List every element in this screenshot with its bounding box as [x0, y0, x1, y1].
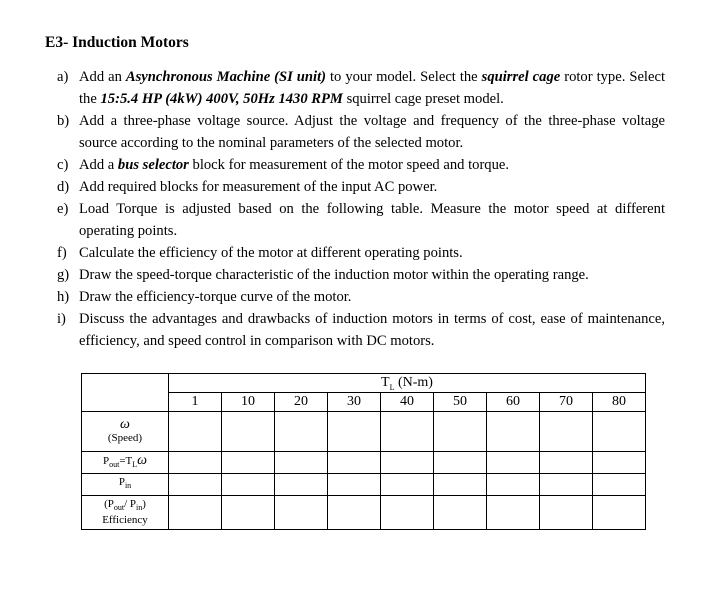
row-label — [82, 412, 169, 452]
torque-value-cell: 1 — [169, 393, 222, 412]
table-row — [82, 474, 646, 496]
instruction-item — [45, 308, 665, 352]
empty-cell — [275, 474, 328, 496]
torque-value-cell: 80 — [593, 393, 646, 412]
item-label: f) — [57, 245, 67, 261]
empty-cell — [487, 412, 540, 452]
empty-cell — [169, 474, 222, 496]
row-label-line — [82, 498, 168, 514]
subscript-text: L — [132, 460, 138, 470]
emphasis-text: Asynchronous Machine (SI unit) — [125, 69, 327, 85]
item-label: b) — [57, 113, 70, 129]
empty-cell — [222, 474, 275, 496]
torque-value-cell: 40 — [381, 393, 434, 412]
empty-cell — [381, 452, 434, 474]
empty-cell — [328, 496, 381, 530]
torque-value-cell: 20 — [275, 393, 328, 412]
row-label-line — [82, 476, 168, 492]
item-label: h) — [57, 289, 70, 305]
empty-cell — [275, 496, 328, 530]
torque-unit: (N-m) — [394, 374, 433, 390]
empty-cell — [434, 496, 487, 530]
torque-value-cell: 60 — [487, 393, 540, 412]
item-label: g) — [57, 267, 70, 283]
row-label — [82, 452, 169, 474]
subscript-text: in — [124, 481, 132, 491]
row-label-text: / P — [124, 497, 137, 510]
empty-cell — [540, 474, 593, 496]
row-label-line — [82, 454, 168, 471]
row-label-text: P — [102, 454, 110, 467]
item-label: i) — [57, 311, 66, 327]
page-heading: E3- Induction Motors — [45, 34, 189, 51]
instruction-item — [45, 242, 665, 264]
row-label-text: ω — [120, 417, 130, 432]
row-label-line — [82, 418, 168, 432]
item-text: Load Torque is adjusted based on the following table. Measure the motor speed at different operating points. — [79, 201, 665, 239]
empty-cell — [434, 474, 487, 496]
measurement-table — [81, 373, 646, 530]
empty-cell — [540, 412, 593, 452]
empty-cell — [487, 474, 540, 496]
empty-cell — [540, 496, 593, 530]
torque-value-cell: 30 — [328, 393, 381, 412]
item-text: Discuss the advantages and drawbacks of induction motors in terms of cost, ease of maintenance, efficiency, and speed control in comparison with DC motors. — [79, 311, 665, 349]
empty-cell — [169, 496, 222, 530]
instruction-list — [45, 66, 665, 352]
table-row — [82, 412, 646, 452]
item-text: Draw the speed-torque characteristic of the induction motor within the operating range. — [79, 267, 589, 283]
row-label-line: (Speed) — [107, 432, 143, 444]
subscript-text: out — [109, 460, 120, 470]
empty-cell — [381, 474, 434, 496]
torque-value-cell: 70 — [540, 393, 593, 412]
empty-cell — [328, 452, 381, 474]
empty-cell — [222, 412, 275, 452]
item-text: block for measurement of the motor speed and torque. — [188, 157, 510, 173]
instruction-item — [45, 286, 665, 308]
row-label-text: =T — [119, 454, 133, 467]
emphasis-text: squirrel cage — [481, 69, 561, 85]
table-row — [82, 496, 646, 530]
item-text: Add required blocks for measurement of the input AC power. — [79, 179, 438, 195]
torque-value-cell: 10 — [222, 393, 275, 412]
row-label — [82, 496, 169, 530]
row-label-text: ω — [137, 452, 148, 468]
empty-cell — [275, 412, 328, 452]
empty-cell — [381, 496, 434, 530]
instruction-item — [45, 176, 665, 198]
empty-cell — [487, 452, 540, 474]
torque-value-cell: 50 — [434, 393, 487, 412]
emphasis-text: 15:5.4 HP (4kW) 400V, 50Hz 1430 RPM — [100, 91, 343, 107]
empty-cell — [434, 412, 487, 452]
empty-cell — [487, 496, 540, 530]
row-label-text: ) — [142, 497, 146, 510]
item-label: d) — [57, 179, 70, 195]
empty-cell — [593, 474, 646, 496]
item-text: Add an — [79, 69, 126, 85]
empty-cell — [381, 412, 434, 452]
item-label: c) — [57, 157, 69, 173]
instruction-item — [45, 198, 665, 242]
item-text: Calculate the efficiency of the motor at different operating points. — [79, 245, 463, 261]
row-label-text: P — [118, 476, 125, 489]
torque-symbol: T — [381, 374, 390, 390]
row-label — [82, 474, 169, 496]
item-text: squirrel cage preset model. — [342, 91, 504, 107]
emphasis-text: bus selector — [117, 157, 189, 173]
subscript-text: out — [113, 503, 125, 513]
empty-cell — [275, 452, 328, 474]
torque-subscript: L — [389, 382, 395, 392]
instruction-item — [45, 66, 665, 110]
instruction-item — [45, 154, 665, 176]
instruction-item — [45, 264, 665, 286]
empty-cell — [593, 452, 646, 474]
item-text: rotor type. Select the — [79, 69, 665, 107]
empty-cell — [434, 452, 487, 474]
empty-cell — [222, 496, 275, 530]
row-label-line: Efficiency — [102, 514, 148, 527]
row-label-text: (P — [104, 497, 114, 510]
empty-cell — [593, 496, 646, 530]
empty-cell — [169, 412, 222, 452]
empty-cell — [328, 412, 381, 452]
empty-cell — [540, 452, 593, 474]
instruction-item — [45, 110, 665, 154]
item-text: Add a — [79, 157, 118, 173]
item-label: e) — [57, 201, 69, 217]
empty-cell — [222, 452, 275, 474]
item-text: Add a three-phase voltage source. Adjust the voltage and frequency of the three-phase voltage source according to the nominal parameters of the selected motor. — [79, 113, 665, 151]
table-row — [82, 452, 646, 474]
empty-cell — [169, 452, 222, 474]
item-text: to your model. Select the — [326, 69, 482, 85]
empty-cell — [593, 412, 646, 452]
corner-cell — [82, 374, 169, 412]
empty-cell — [328, 474, 381, 496]
subscript-text: in — [136, 503, 143, 513]
torque-header — [169, 374, 646, 393]
item-label: a) — [57, 69, 69, 85]
item-text: Draw the efficiency-torque curve of the motor. — [79, 289, 352, 305]
